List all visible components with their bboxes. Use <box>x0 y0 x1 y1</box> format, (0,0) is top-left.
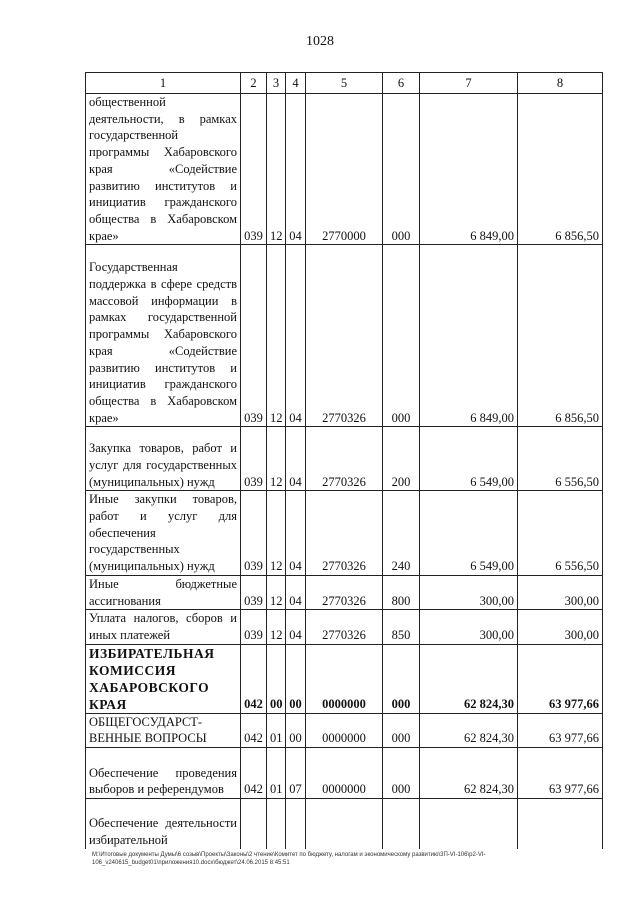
cell-target-article: 0000000 <box>306 713 383 747</box>
cell-amount-year2: 63 977,66 <box>518 713 603 747</box>
table-row <box>86 427 603 491</box>
cell-expense-type: 000 <box>383 94 420 245</box>
cell-expense-type: 800 <box>383 575 420 609</box>
cell-subsection: 00 <box>286 713 306 747</box>
header-row <box>86 73 603 94</box>
cell-expense-type: 000 <box>383 748 420 799</box>
table-row <box>86 713 603 747</box>
row-name: ОБЩЕГОСУДАРСТ-ВЕННЫЕ ВОПРОСЫ <box>86 713 241 747</box>
col-header-4: 4 <box>286 73 306 94</box>
cell-expense-type: 200 <box>383 427 420 491</box>
cell-amount-year1: 62 824,30 <box>420 713 518 747</box>
cell-expense-type: 240 <box>383 491 420 576</box>
cell-amount-year1 <box>420 799 518 849</box>
cell-amount-year1: 6 849,00 <box>420 245 518 427</box>
cell-admin-code: 042 <box>241 748 267 799</box>
table-row <box>86 748 603 799</box>
col-header-2: 2 <box>241 73 267 94</box>
budget-table <box>85 72 603 849</box>
page-number: 1028 <box>306 34 334 49</box>
col-header-1: 1 <box>86 73 241 94</box>
cell-section: 01 <box>267 748 286 799</box>
cell-section: 12 <box>267 575 286 609</box>
cell-admin-code: 039 <box>241 245 267 427</box>
cell-target-article: 2770326 <box>306 610 383 644</box>
cell-expense-type <box>383 799 420 849</box>
cell-target-article: 2770326 <box>306 245 383 427</box>
table-row <box>86 575 603 609</box>
cell-subsection: 04 <box>286 427 306 491</box>
row-name: Закупка товаров, работ и услуг для государственных (муниципальных) нужд <box>86 427 241 491</box>
cell-section <box>267 799 286 849</box>
cell-admin-code: 039 <box>241 94 267 245</box>
cell-section: 12 <box>267 610 286 644</box>
cell-expense-type: 850 <box>383 610 420 644</box>
cell-section: 12 <box>267 94 286 245</box>
cell-subsection: 04 <box>286 94 306 245</box>
cell-target-article: 2770326 <box>306 491 383 576</box>
cell-section: 12 <box>267 491 286 576</box>
cell-amount-year1: 62 824,30 <box>420 644 518 713</box>
cell-amount-year2: 6 556,50 <box>518 491 603 576</box>
col-header-8: 8 <box>518 73 603 94</box>
cell-amount-year2: 63 977,66 <box>518 748 603 799</box>
col-header-6: 6 <box>383 73 420 94</box>
col-header-7: 7 <box>420 73 518 94</box>
cell-expense-type: 000 <box>383 245 420 427</box>
table-row <box>86 491 603 576</box>
cell-section: 01 <box>267 713 286 747</box>
cell-admin-code: 039 <box>241 427 267 491</box>
cell-admin-code: 039 <box>241 610 267 644</box>
cell-admin-code: 039 <box>241 575 267 609</box>
cell-subsection: 00 <box>286 644 306 713</box>
cell-section: 00 <box>267 644 286 713</box>
cell-amount-year1: 6 549,00 <box>420 427 518 491</box>
table-row <box>86 245 603 427</box>
row-name: Иные закупки товаров, работ и услуг для обеспечения государственных (муниципальных) нужд <box>86 491 241 576</box>
cell-amount-year2: 6 856,50 <box>518 245 603 427</box>
cell-amount-year1: 62 824,30 <box>420 748 518 799</box>
cell-subsection: 04 <box>286 575 306 609</box>
cell-target-article: 2770000 <box>306 94 383 245</box>
row-name: ИЗБИРАТЕЛЬНАЯ КОМИССИЯ ХАБАРОВСКОГО КРАЯ <box>86 644 241 713</box>
cell-amount-year1: 300,00 <box>420 575 518 609</box>
cell-section: 12 <box>267 427 286 491</box>
row-name: Обеспечение деятельности избирательной <box>86 799 241 849</box>
cell-expense-type: 000 <box>383 644 420 713</box>
cell-target-article: 0000000 <box>306 748 383 799</box>
cell-target-article: 2770326 <box>306 427 383 491</box>
cell-amount-year2 <box>518 799 603 849</box>
cell-admin-code: 042 <box>241 644 267 713</box>
cell-amount-year2: 63 977,66 <box>518 644 603 713</box>
table-row <box>86 94 603 245</box>
cell-target-article: 2770326 <box>306 575 383 609</box>
cell-amount-year2: 6 856,50 <box>518 94 603 245</box>
col-header-5: 5 <box>306 73 383 94</box>
cell-amount-year1: 300,00 <box>420 610 518 644</box>
row-name: Иные бюджетные ассигнования <box>86 575 241 609</box>
cell-amount-year2: 300,00 <box>518 575 603 609</box>
cell-target-article: 0000000 <box>306 644 383 713</box>
cell-admin-code: 042 <box>241 713 267 747</box>
cell-amount-year1: 6 849,00 <box>420 94 518 245</box>
cell-amount-year2: 6 556,50 <box>518 427 603 491</box>
row-name: общественной деятельности, в рамках государственной программы Хабаровского края «Содействие развитию институтов и инициатив гражданского общества в Хабаровском крае» <box>86 94 241 245</box>
cell-subsection <box>286 799 306 849</box>
cell-amount-year2: 300,00 <box>518 610 603 644</box>
cell-expense-type: 000 <box>383 713 420 747</box>
cell-target-article <box>306 799 383 849</box>
table-row-continued <box>86 799 603 849</box>
table-row-section <box>86 644 603 713</box>
cell-subsection: 04 <box>286 610 306 644</box>
col-header-3: 3 <box>267 73 286 94</box>
cell-subsection: 07 <box>286 748 306 799</box>
row-name: Уплата налогов, сборов и иных платежей <box>86 610 241 644</box>
row-name: Государственная поддержка в сфере средств массовой информации в рамках государственной программы Хабаровского края «Содействие развитию институтов и инициатив гражданского общества в Хабаровском крае» <box>86 245 241 427</box>
row-name: Обеспечение проведения выборов и референдумов <box>86 748 241 799</box>
cell-subsection: 04 <box>286 245 306 427</box>
table-row <box>86 610 603 644</box>
cell-section: 12 <box>267 245 286 427</box>
cell-amount-year1: 6 549,00 <box>420 491 518 576</box>
file-path-footer: M:\Итоговые документы Думы\6 созыв\Проекты\Законы\2 чтение\Комитет по бюджету, налогам и экономическому развитию\3П-VI-106\p2-VI-106_v240615_budget01\приложения10.docx\бюджет\24.06.2015 8:45:51 <box>92 852 486 866</box>
cell-subsection: 04 <box>286 491 306 576</box>
cell-admin-code <box>241 799 267 849</box>
cell-admin-code: 039 <box>241 491 267 576</box>
